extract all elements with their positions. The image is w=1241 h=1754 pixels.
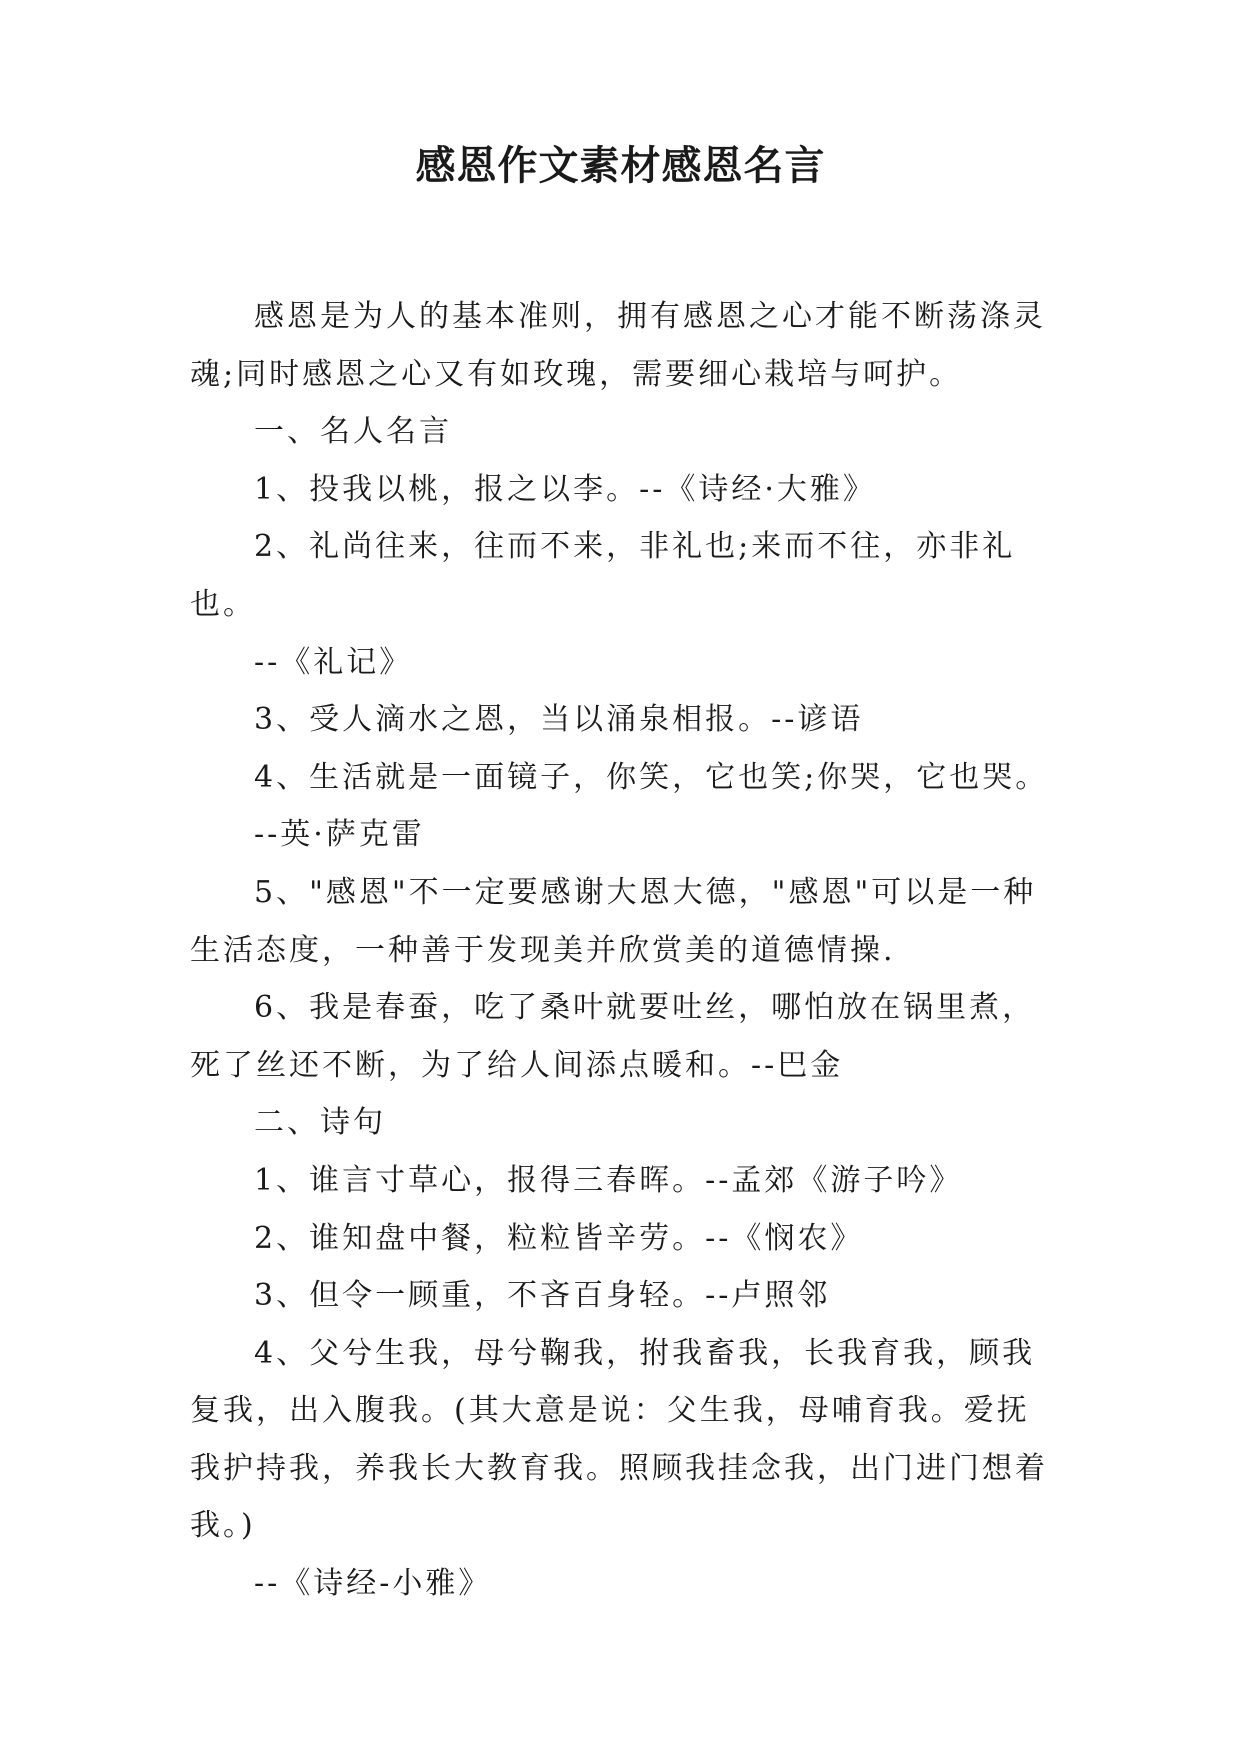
intro-paragraph: 感恩是为人的基本准则，拥有感恩之心才能不断荡涤灵魂;同时感恩之心又有如玫瑰，需要细心栽培与呵护。 <box>190 299 1046 392</box>
poem-item: 4、父兮生我，母兮鞠我，拊我畜我，长我育我，顾我复我，出入腹我。(其大意是说：父生我，母哺育我。爱抚我护持我，养我长大教育我。照顾我挂念我，出门进门想着我。) <box>190 1335 1048 1544</box>
section-heading-famous-quotes: 一、名人名言 <box>254 414 452 450</box>
poem-attribution: --《诗经-小雅》 <box>254 1566 492 1602</box>
document-body <box>190 288 1050 1613</box>
quote-item: 4、生活就是一面镜子，你笑，它也笑;你哭，它也哭。 <box>254 759 1049 795</box>
poem-item: 3、但令一顾重，不吝百身轻。--卢照邻 <box>254 1278 831 1314</box>
quote-item: 3、受人滴水之恩，当以涌泉相报。--谚语 <box>254 702 864 738</box>
poem-item: 2、谁知盘中餐，粒粒皆辛劳。--《悯农》 <box>254 1220 864 1256</box>
quote-item: 2、礼尚往来，往而不来，非礼也;来而不往，亦非礼也。 <box>190 529 1016 622</box>
quote-item: 5、"感恩"不一定要感谢大恩大德，"感恩"可以是一种生活态度，一种善于发现美并欣赏美的道德情操. <box>190 874 1037 968</box>
quote-item: 6、我是春蚕，吃了桑叶就要吐丝，哪怕放在锅里煮，死了丝还不断，为了给人间添点暖和。--巴金 <box>190 990 1036 1083</box>
quote-attribution: --英·萨克雷 <box>254 817 425 853</box>
poem-item: 1、谁言寸草心，报得三春晖。--孟郊《游子吟》 <box>254 1162 963 1198</box>
document-title: 感恩作文素材感恩名言 <box>415 142 826 189</box>
quote-attribution: --《礼记》 <box>254 644 413 680</box>
quote-item: 1、投我以桃，报之以李。--《诗经·大雅》 <box>254 471 876 507</box>
section-heading-poems: 二、诗句 <box>254 1105 386 1141</box>
